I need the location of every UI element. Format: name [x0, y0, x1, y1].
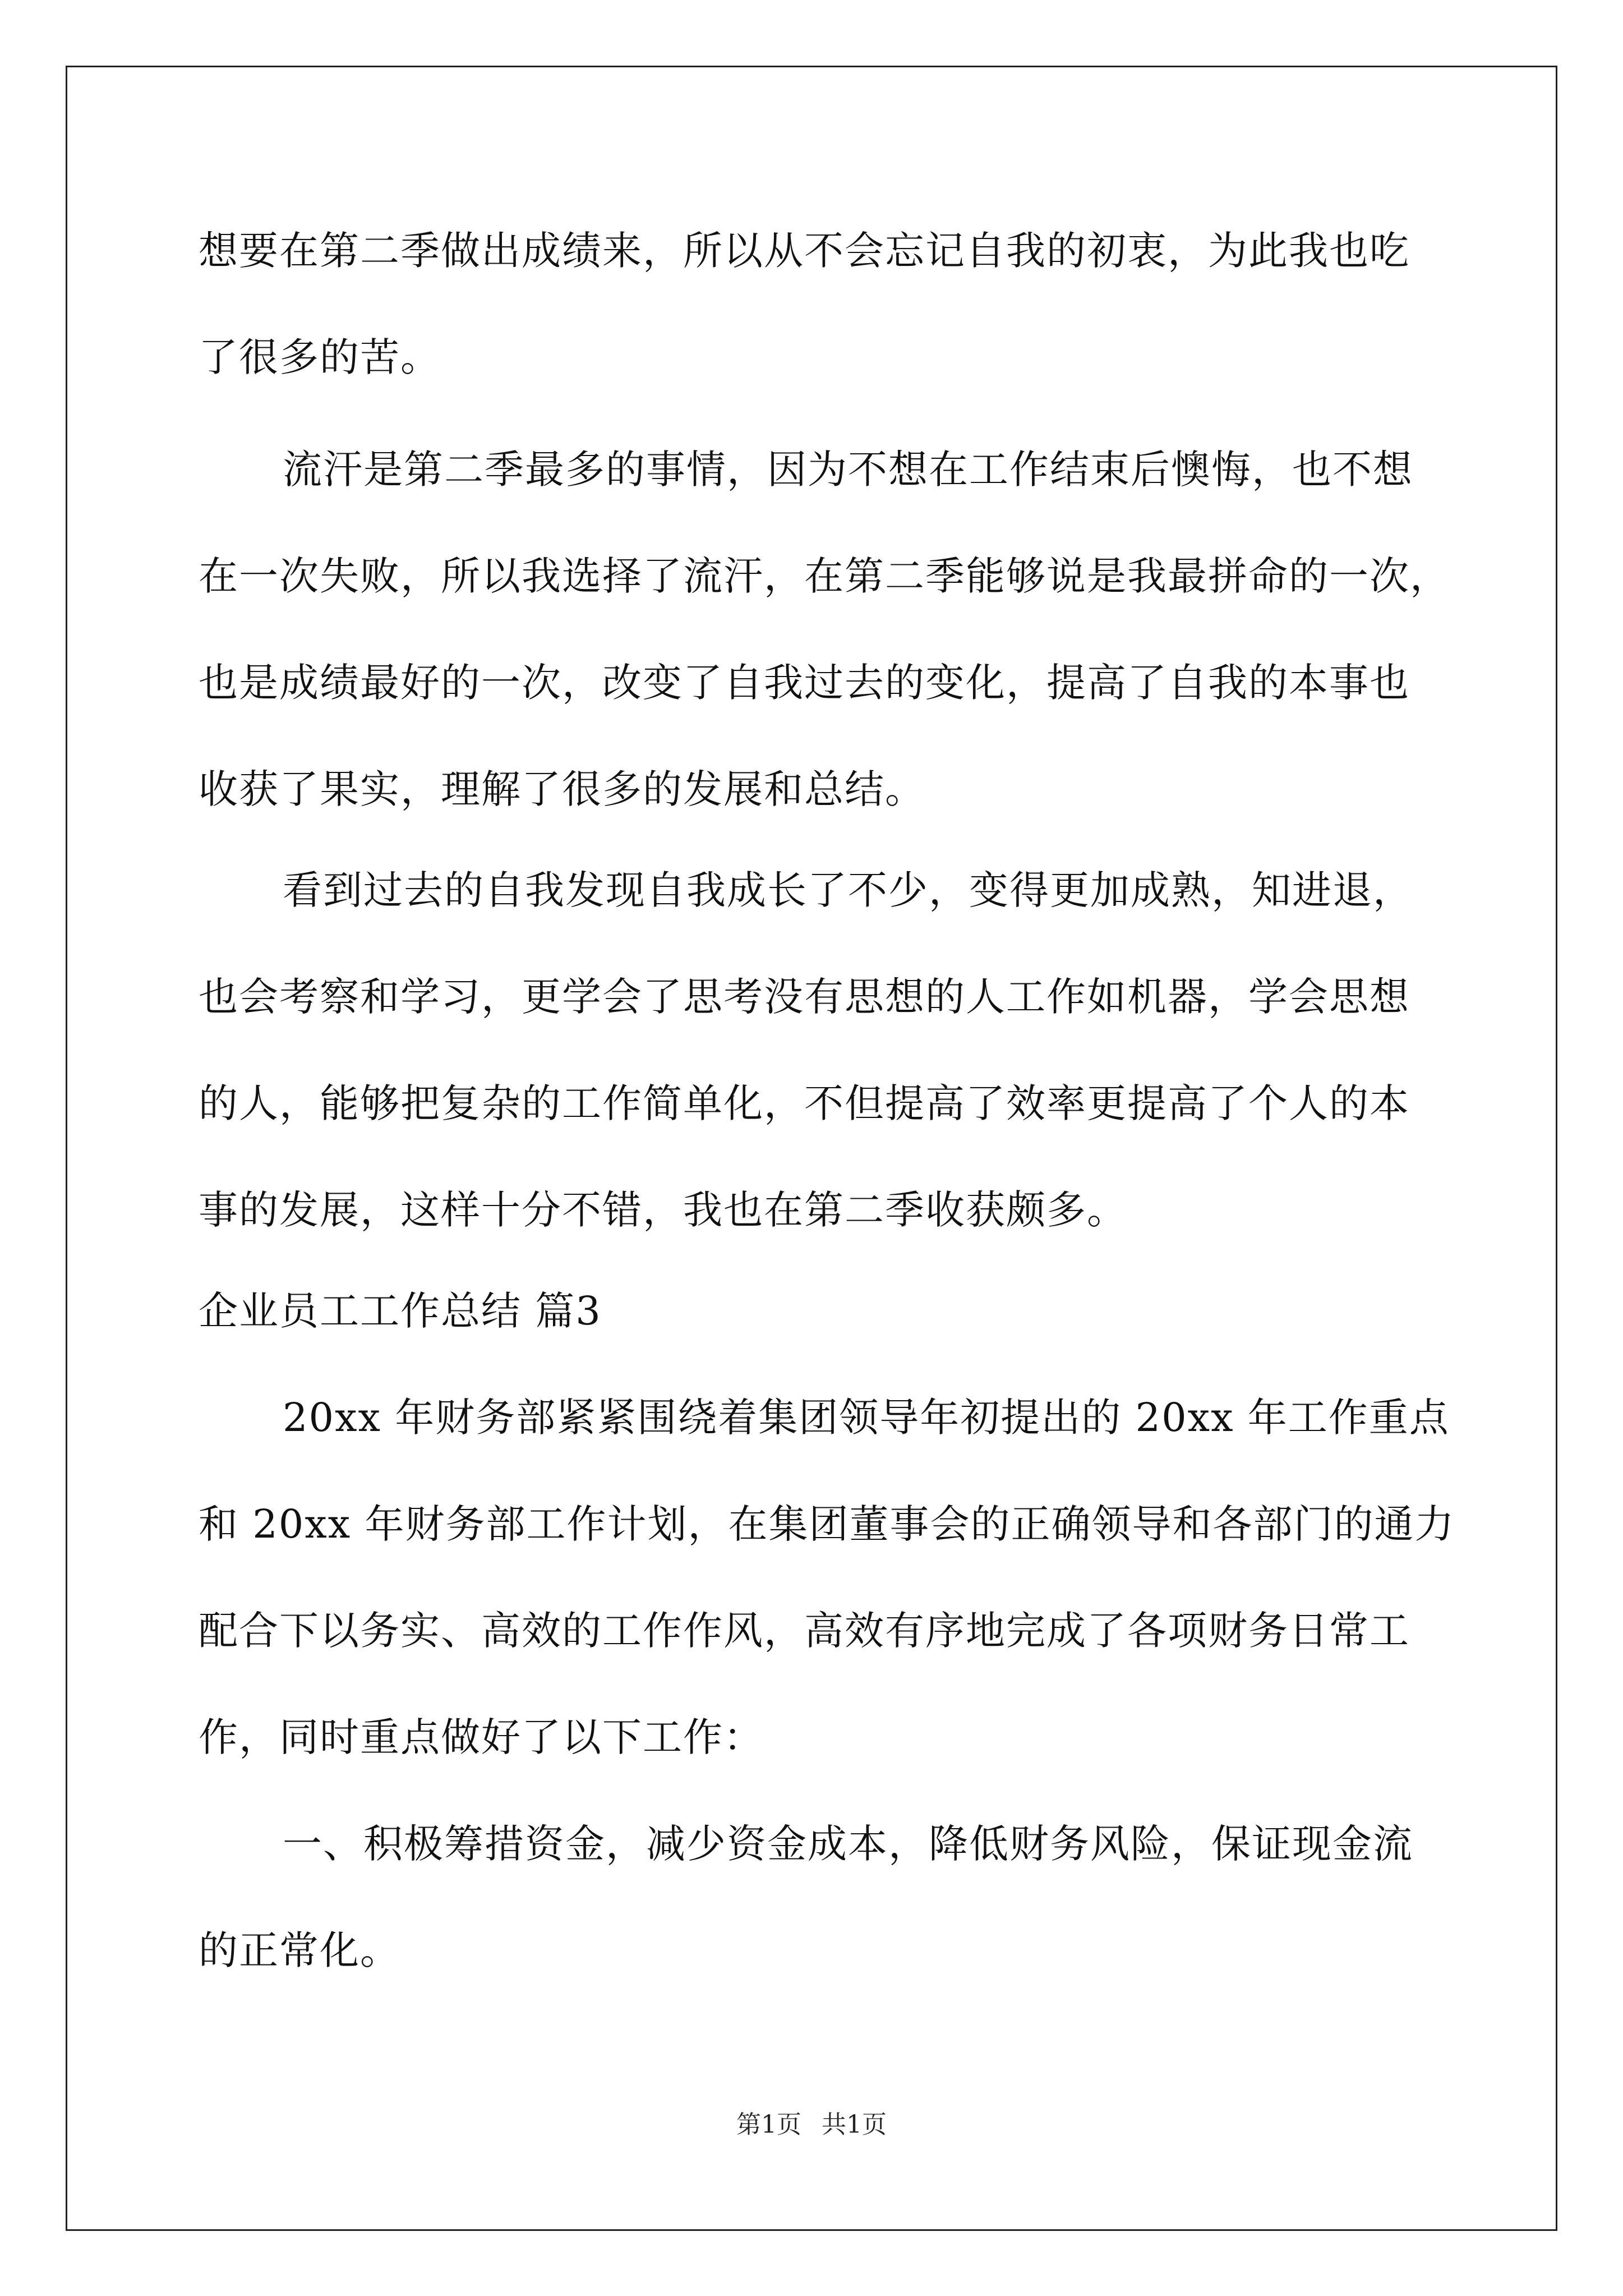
page-footer: [0, 2108, 1623, 2142]
text-line: 的人，能够把复杂的工作简单化，不但提高了效率更提高了个人的本: [199, 1080, 1410, 1126]
text-line: 20xx 年财务部紧紧围绕着集团领导年初提出的 20xx 年工作重点: [283, 1395, 1450, 1441]
text-line: 一、积极筹措资金，减少资金成本，降低财务风险，保证现金流: [283, 1821, 1413, 1867]
page-total: 共1页: [822, 2110, 887, 2139]
text-line: 的正常化。: [199, 1927, 400, 1973]
page-number: 第1页: [736, 2110, 801, 2139]
text-line: 收获了果实，理解了很多的发展和总结。: [199, 766, 925, 812]
text-line: 和 20xx 年财务部工作计划，在集团董事会的正确领导和各部门的通力: [199, 1501, 1455, 1547]
text-line: 看到过去的自我发现自我成长了不少，变得更加成熟，知进退，: [283, 867, 1413, 913]
text-line: 配合下以务实、高效的工作作风，高效有序地完成了各项财务日常工: [199, 1608, 1410, 1654]
text-line: 也会考察和学习，更学会了思考没有思想的人工作如机器，学会思想: [199, 974, 1410, 1020]
text-line: 作，同时重点做好了以下工作：: [199, 1714, 764, 1760]
text-line: 流汗是第二季最多的事情，因为不想在工作结束后懊悔，也不想: [283, 447, 1413, 493]
text-line: 也是成绩最好的一次，改变了自我过去的变化，提高了自我的本事也: [199, 660, 1410, 706]
section-heading: 企业员工工作总结 篇3: [199, 1288, 602, 1334]
text-line: 想要在第二季做出成绩来，所以从不会忘记自我的初衷，为此我也吃: [199, 228, 1410, 274]
page-border: [66, 66, 1557, 2231]
text-line: 在一次失败，所以我选择了流汗，在第二季能够说是我最拼命的一次，: [199, 553, 1450, 599]
text-line: 了很多的苦。: [199, 334, 441, 380]
text-line: 事的发展，这样十分不错，我也在第二季收获颇多。: [199, 1187, 1127, 1233]
